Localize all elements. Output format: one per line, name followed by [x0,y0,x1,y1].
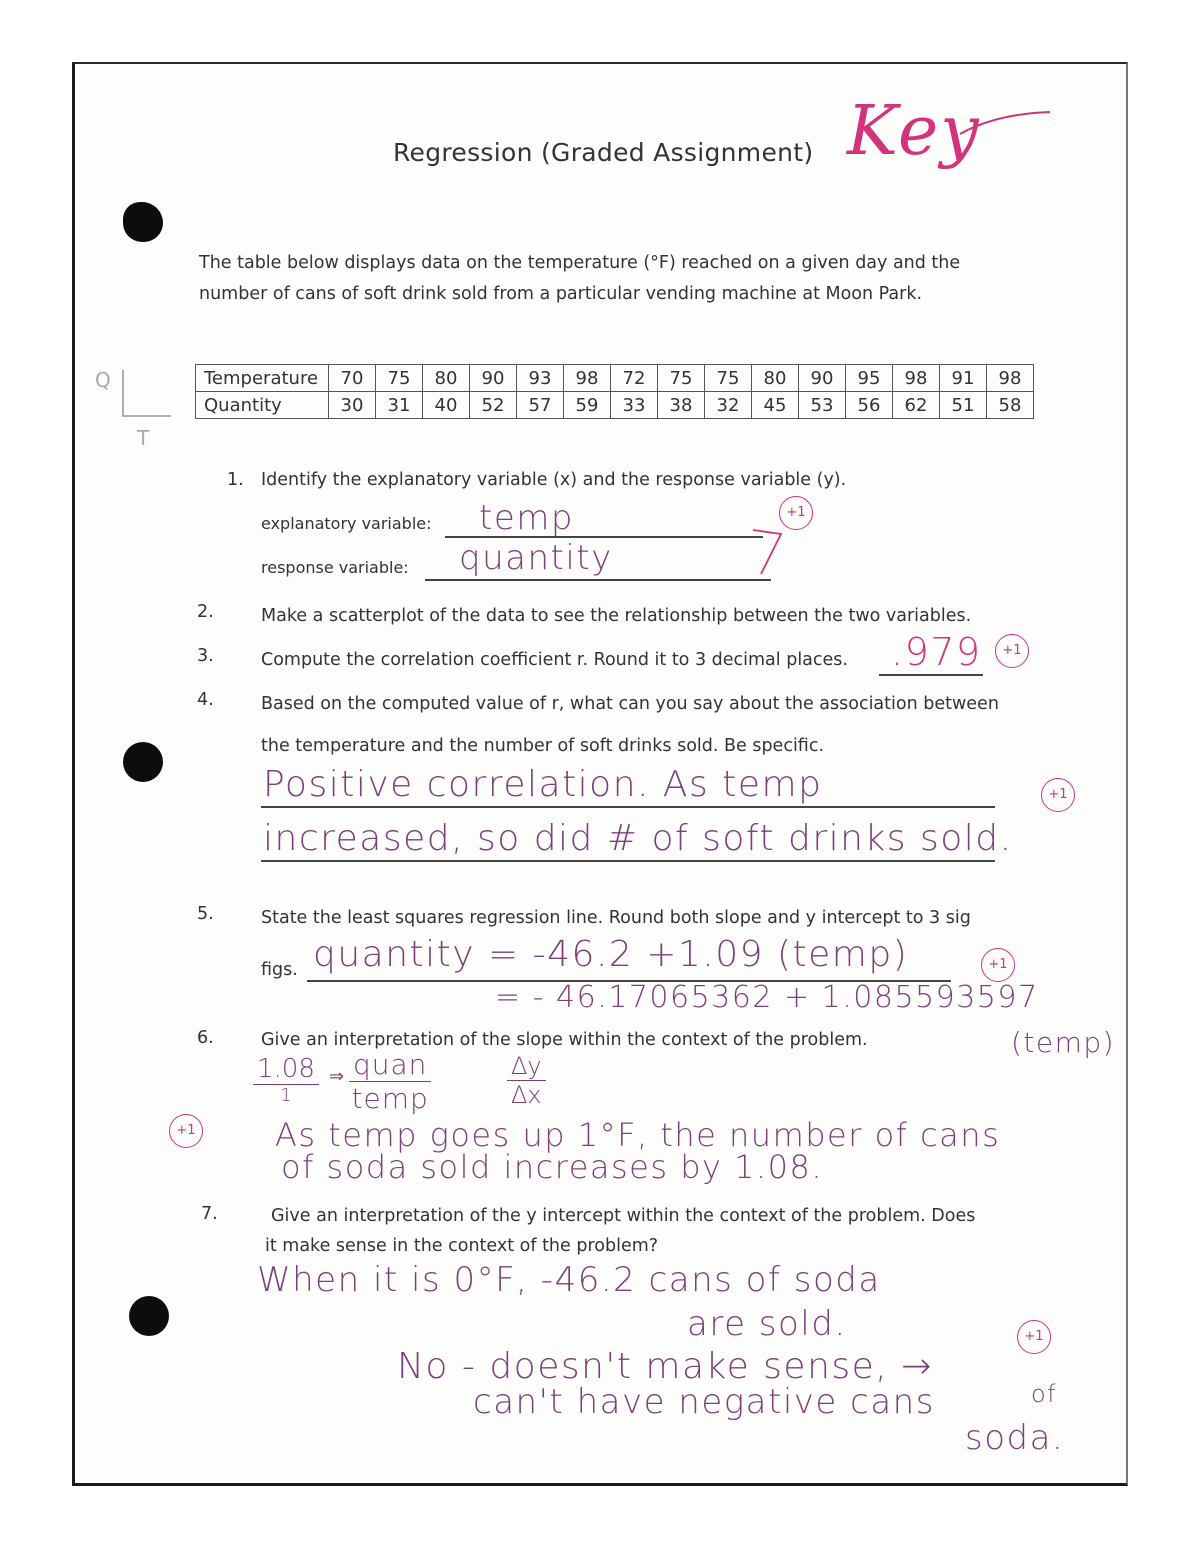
q7-points-badge: +1 [1017,1320,1051,1354]
table-cell: 58 [987,392,1034,419]
table-cell: 31 [376,392,423,419]
slope-fraction-2 [349,1048,431,1115]
table-cell: 75 [705,365,752,392]
table-cell: 56 [846,392,893,419]
table-cell: 98 [987,365,1034,392]
question-5-text-line1: State the least squares regression line. Round both slope and y intercept to 3 sig [261,908,971,928]
table-cell: 38 [658,392,705,419]
table-row-quantity [196,392,1034,419]
question-1-number: 1. [227,470,244,490]
table-cell: 98 [564,365,611,392]
response-variable-label: response variable: [261,558,409,577]
table-cell: 32 [705,392,752,419]
worksheet-page [72,62,1128,1486]
table-cell: 62 [893,392,940,419]
question-7-number: 7. [201,1204,218,1224]
explanatory-variable-label: explanatory variable: [261,514,432,533]
question-3-number: 3. [197,646,214,666]
response-answer-line [425,579,771,581]
table-cell: 75 [658,365,705,392]
page-title: Regression (Graded Assignment) [393,138,814,167]
question-4-text-line1: Based on the computed value of r, what can you say about the association between [261,694,999,714]
table-cell: 53 [799,392,846,419]
implies-arrow: ⇒ [329,1066,346,1087]
question-6-number: 6. [197,1028,214,1048]
question-2-number: 2. [197,602,214,622]
binder-hole-top [123,202,163,242]
question-5-number: 5. [197,904,214,924]
regression-line-full-tail: (temp) [1011,1026,1116,1059]
table-cell: 75 [376,365,423,392]
slope-fraction-3-bottom: Δx [511,1081,542,1109]
key-underline-stroke [955,94,1055,154]
binder-hole-bottom [129,1296,169,1336]
table-cell: 91 [940,365,987,392]
row-label-quantity: Quantity [196,392,329,419]
q7-answer-line2: are sold. [687,1304,847,1344]
table-cell: 72 [611,365,658,392]
table-cell: 40 [423,392,470,419]
table-cell: 90 [799,365,846,392]
table-cell: 70 [329,365,376,392]
table-cell: 98 [893,365,940,392]
explanatory-variable-answer: temp [479,498,574,538]
q4-answer-line-1 [261,806,995,808]
q6-answer-line1: As temp goes up 1°F, the number of cans [275,1116,1001,1154]
question-4-text-line2: the temperature and the number of soft drinks sold. Be specific. [261,736,825,756]
question-3-text: Compute the correlation coefficient r. Round it to 3 decimal places. [261,650,848,670]
q7-answer-line5: soda. [965,1418,1065,1458]
question-6-text: Give an interpretation of the slope within the context of the problem. [261,1030,868,1050]
table-cell: 33 [611,392,658,419]
q3-points-badge: +1 [995,634,1029,668]
margin-t-label: T [137,426,150,450]
regression-line-answer: quantity = -46.2 +1.09 (temp) [313,934,909,975]
question-7-text-line2: it make sense in the context of the problem? [265,1236,659,1256]
table-cell: 59 [564,392,611,419]
q7-answer-line1: When it is 0°F, -46.2 cans of soda [257,1260,881,1300]
q6-answer-line2: of soda sold increases by 1.08. [281,1148,824,1186]
q3-answer-line [879,674,983,676]
q5-points-badge: +1 [981,948,1015,982]
key-handwritten-mark: Key [847,92,981,171]
correlation-answer: .979 [891,630,982,674]
regression-line-full-precision: = - 46.17065362 + 1.085593597 [495,980,1039,1015]
table-cell: 30 [329,392,376,419]
slope-fraction-3-top: Δy [507,1052,546,1081]
q4-answer-line1: Positive correlation. As temp [263,764,823,805]
question-7-text-line1: Give an interpretation of the y intercept within the context of the problem. Does [271,1206,976,1226]
table-row-temperature [196,365,1034,392]
q4-answer-line-2 [261,860,995,862]
question-1-text: Identify the explanatory variable (x) and the response variable (y). [261,470,847,490]
slope-fraction-2-bottom: temp [351,1082,429,1115]
question-2-text: Make a scatterplot of the data to see the relationship between the two variables. [261,606,972,626]
question-5-text-line2: figs. [261,960,298,980]
q4-answer-line2: increased, so did # of soft drinks sold. [263,818,1013,859]
table-cell: 57 [517,392,564,419]
table-cell: 45 [752,392,799,419]
row-label-temperature: Temperature [196,365,329,392]
q7-answer-line4-tail: of [1031,1380,1058,1408]
table-cell: 90 [470,365,517,392]
slope-fraction-1 [253,1054,319,1106]
intro-paragraph: The table below displays data on the temperature (°F) reached on a given day and the number of cans of soft drink sold from a particular vending machine at Moon Park. [199,253,961,304]
q6-points-badge: +1 [169,1114,203,1148]
table-cell: 51 [940,392,987,419]
margin-axis-sketch [93,364,173,454]
table-cell: 93 [517,365,564,392]
slope-fraction-3 [507,1052,546,1109]
slope-fraction-1-bottom: 1 [280,1085,292,1106]
question-4-number: 4. [197,690,214,710]
table-cell: 95 [846,365,893,392]
q7-answer-line3: No - doesn't make sense, → [397,1346,933,1387]
slope-fraction-2-top: quan [349,1048,431,1082]
binder-hole-middle [123,742,163,782]
data-table [195,364,1034,419]
q1-points-badge: +1 [779,496,813,530]
table-cell: 80 [752,365,799,392]
margin-q-label: Q [95,368,111,392]
table-cell: 52 [470,392,517,419]
q4-points-badge: +1 [1041,778,1075,812]
q7-answer-line4: can't have negative cans [473,1382,935,1422]
response-variable-answer: quantity [459,538,613,578]
table-cell: 80 [423,365,470,392]
slope-fraction-1-top: 1.08 [253,1054,319,1085]
